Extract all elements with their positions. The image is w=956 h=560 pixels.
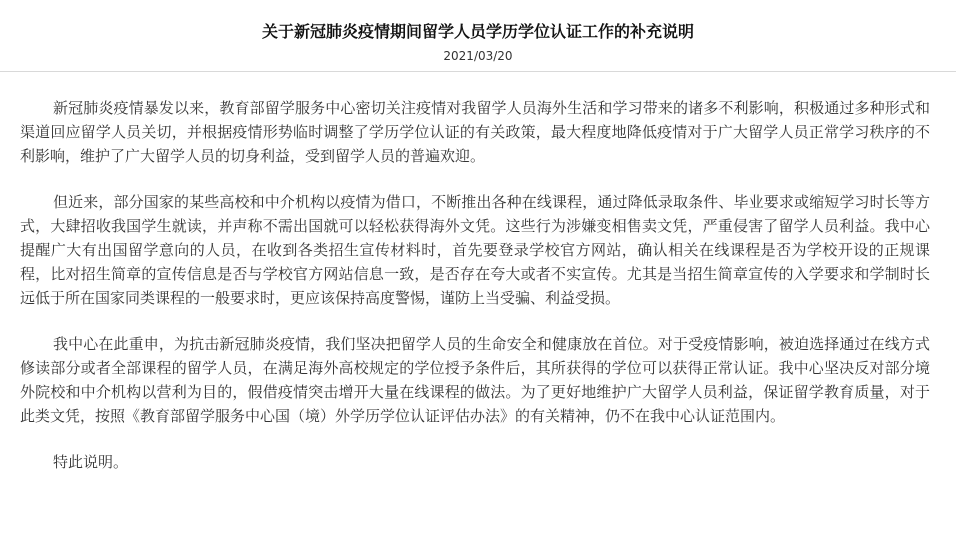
- paragraph-1: 新冠肺炎疫情暴发以来，教育部留学服务中心密切关注疫情对我留学人员海外生活和学习带来的诸多不利影响，积极通过多种形式和渠道回应留学人员关切，并根据疫情形势临时调整了学历学位认证的有关政策，最大程度地降低疫情对于广大留学人员正常学习秩序的不利影响，维护了广大留学人员的切身利益，受到留学人员的普遍欢迎。: [20, 99, 930, 165]
- publish-date: 2021/03/20: [443, 49, 513, 63]
- article-title: 关于新冠肺炎疫情期间留学人员学历学位认证工作的补充说明: [261, 22, 694, 41]
- paragraph-3: 我中心在此重申，为抗击新冠肺炎疫情，我们坚决把留学人员的生命安全和健康放在首位。对于受疫情影响，被迫选择通过在线方式修读部分或者全部课程的留学人员，在满足海外高校规定的学位授予条件后，其所获得的学位可以获得正常认证。我中心坚决反对部分境外院校和中介机构以营利为目的，假借疫情突击增开大量在线课程的做法。为了更好地维护广大留学人员利益，保证留学教育质量，对于此类文凭，按照《教育部留学服务中心国（境）外学历学位认证评估办法》的有关精神，仍不在我中心认证范围内。: [20, 335, 930, 425]
- closing-statement: 特此说明。: [53, 453, 129, 471]
- article-header: [0, 0, 956, 72]
- article-body: [20, 96, 930, 474]
- paragraph-2: 但近来，部分国家的某些高校和中介机构以疫情为借口，不断推出各种在线课程，通过降低录取条件、毕业要求或缩短学习时长等方式，大肆招收我国学生就读，并声称不需出国就可以轻松获得海外文凭。这些行为涉嫌变相售卖文凭，严重侵害了留学人员利益。我中心提醒广大有出国留学意向的人员，在收到各类招生宣传材料时，首先要登录学校官方网站，确认相关在线课程是否为学校开设的正规课程，比对招生简章的宣传信息是否与学校官方网站信息一致，是否存在夸大或者不实宣传。尤其是当招生简章宣传的入学要求和学制时长远低于所在国家同类课程的一般要求时，更应该保持高度警惕，谨防上当受骗、利益受损。: [20, 193, 930, 307]
